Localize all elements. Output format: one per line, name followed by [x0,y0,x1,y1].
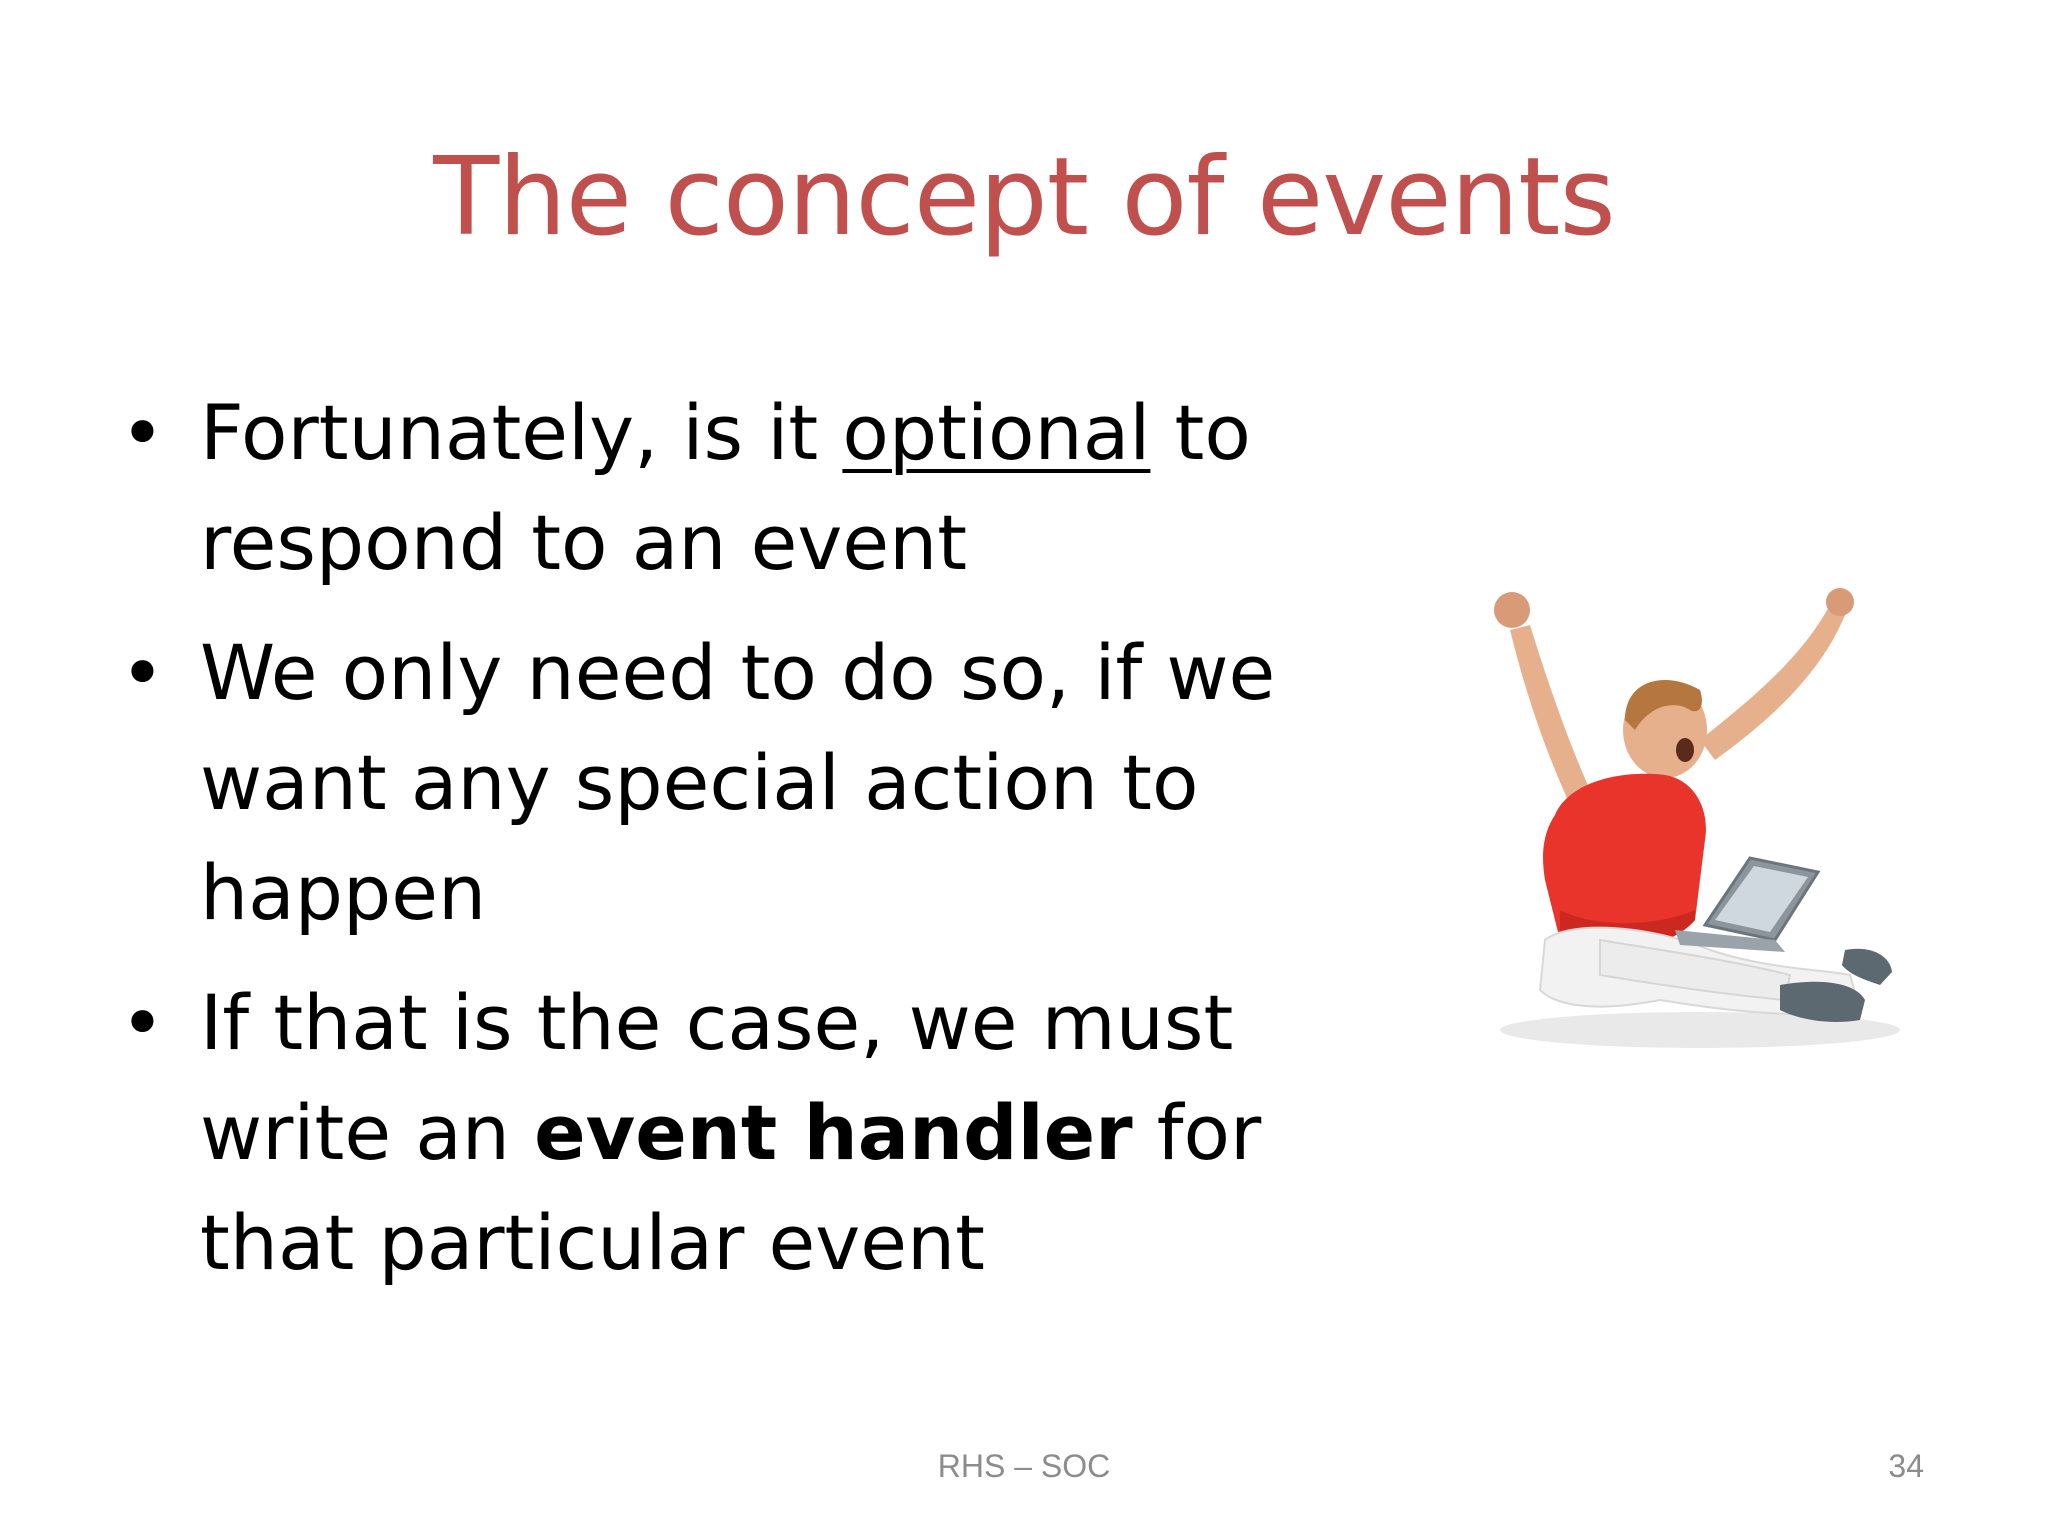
slide-title: The concept of events [433,135,1615,260]
underlined-word: optional [842,388,1151,477]
bullet-item [120,618,1300,948]
mouth [1676,738,1694,762]
page-number: 34 [1888,1448,1924,1484]
bullet-symbol: • [120,628,165,717]
excited-man-with-laptop-image [1450,580,1900,1060]
footer-text: RHS – SOC [937,1448,1111,1484]
right-fist [1826,588,1854,616]
bullet-text: If that is the case, we must write an [200,978,1234,1177]
left-fist [1494,592,1530,628]
bullet-item [120,378,1300,598]
bold-term: event handler [534,1088,1133,1177]
bullet-symbol: • [120,978,165,1067]
right-arm [1700,605,1845,760]
bullet-text: We only need to do so, if we want any special action to happen [200,628,1276,937]
bullet-item [120,968,1300,1298]
bullet-text: for that particular event [200,1088,1262,1287]
bullet-list [120,378,1300,1318]
bullet-text: to respond to an event [200,388,1251,587]
left-arm [1510,625,1590,805]
bullet-text: Fortunately, is it [200,388,843,477]
bullet-symbol: • [120,388,165,477]
